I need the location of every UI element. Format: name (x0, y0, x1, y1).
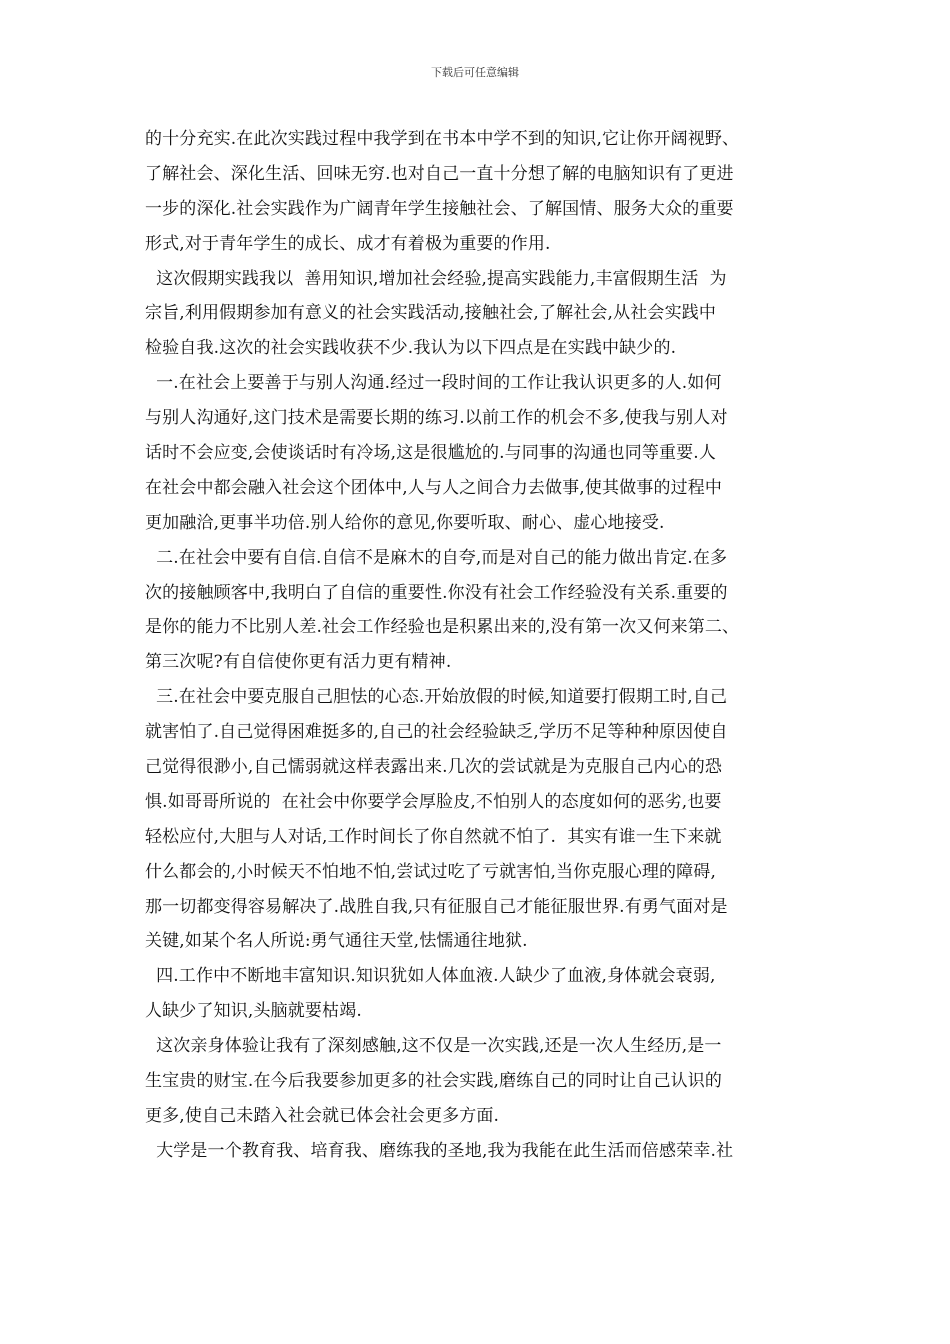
text-line: 什么都会的,小时候天不怕地不怕,尝试过吃了亏就害怕,当你克服心理的障碍, (145, 861, 717, 882)
text-line: 三.在社会中要克服自己胆怯的心态.开始放假的时候,知道要打假期工时,自己 (145, 687, 728, 708)
text-line: 第三次呢?有自信使你更有活力更有精神. (145, 652, 452, 673)
document-body (145, 122, 810, 1169)
text-line: 二.在社会中要有自信.自信不是麻木的自夸,而是对自己的能力做出肯定.在多 (145, 547, 728, 568)
text-line: 一.在社会上要善于与别人沟通.经过一段时间的工作让我认识更多的人.如何 (145, 373, 722, 394)
text-line: 形式,对于青年学生的成长、成才有着极为重要的作用. (145, 233, 551, 254)
text-line: 己觉得很渺小,自己懦弱就这样表露出来.几次的尝试就是为克服自己内心的恐 (145, 757, 723, 778)
text-line: 一步的深化.社会实践作为广阔青年学生接触社会、了解国情、服务大众的重要 (145, 198, 734, 219)
text-line: 与别人沟通好,这门技术是需要长期的练习.以前工作的机会不多,使我与别人对 (145, 408, 728, 429)
page-header: 下载后可任意编辑 (431, 66, 519, 79)
text-line: 了解社会、深化生活、回味无穷.也对自己一直十分想了解的电脑知识有了更进 (145, 163, 734, 184)
text-line: 就害怕了.自己觉得困难挺多的,自己的社会经验缺乏,学历不足等种种原因使自 (145, 722, 728, 743)
text-line: 这次亲身体验让我有了深刻感触,这不仅是一次实践,还是一次人生经历,是一 (145, 1036, 722, 1057)
text-line: 大学是一个教育我、培育我、磨练我的圣地,我为我能在此生活而倍感荣幸.社 (145, 1140, 734, 1161)
text-line: 那一切都变得容易解决了.战胜自我,只有征服自己才能征服世界.有勇气面对是 (145, 896, 728, 917)
text-line: 次的接触顾客中,我明白了自信的重要性.你没有社会工作经验没有关系.重要的 (145, 582, 728, 603)
text-line: 的十分充实.在此次实践过程中我学到在书本中学不到的知识,它让你开阔视野、 (145, 129, 740, 149)
text-line: 轻松应付,大胆与人对话,工作时间长了你自然就不怕了. 其实有谁一生下来就 (145, 826, 722, 847)
text-line: 检验自我.这次的社会实践收获不少.我认为以下四点是在实践中缺少的. (145, 338, 677, 359)
text-line: 生宝贵的财宝.在今后我要参加更多的社会实践,磨练自己的同时让自己认识的 (145, 1071, 723, 1092)
text-line: 关键,如某个名人所说:勇气通往天堂,怯懦通往地狱. (145, 931, 528, 952)
text-line: 人缺少了知识,头脑就要枯竭. (145, 1001, 362, 1022)
text-line: 更多,使自己未踏入社会就已体会社会更多方面. (145, 1105, 500, 1126)
text-line: 是你的能力不比别人差.社会工作经验也是积累出来的,没有第一次又何来第二、 (145, 617, 740, 638)
text-line: 四.工作中不断地丰富知识.知识犹如人体血液.人缺少了血液,身体就会衰弱, (145, 966, 716, 987)
text-line: 在社会中都会融入社会这个团体中,人与人之间合力去做事,使其做事的过程中 (145, 477, 723, 498)
text-line: 这次假期实践我以 善用知识,增加社会经验,提高实践能力,丰富假期生活 为 (145, 268, 727, 289)
text-line: 宗旨,利用假期参加有意义的社会实践活动,接触社会,了解社会,从社会实践中 (145, 303, 717, 324)
text-line: 话时不会应变,会使谈话时有冷场,这是很尴尬的.与同事的沟通也同等重要.人 (145, 443, 717, 464)
text-line: 更加融洽,更事半功倍.别人给你的意见,你要听取、耐心、虚心地接受. (145, 512, 665, 533)
text-line: 惧.如哥哥所说的 在社会中你要学会厚脸皮,不怕别人的态度如何的恶劣,也要 (145, 791, 722, 812)
